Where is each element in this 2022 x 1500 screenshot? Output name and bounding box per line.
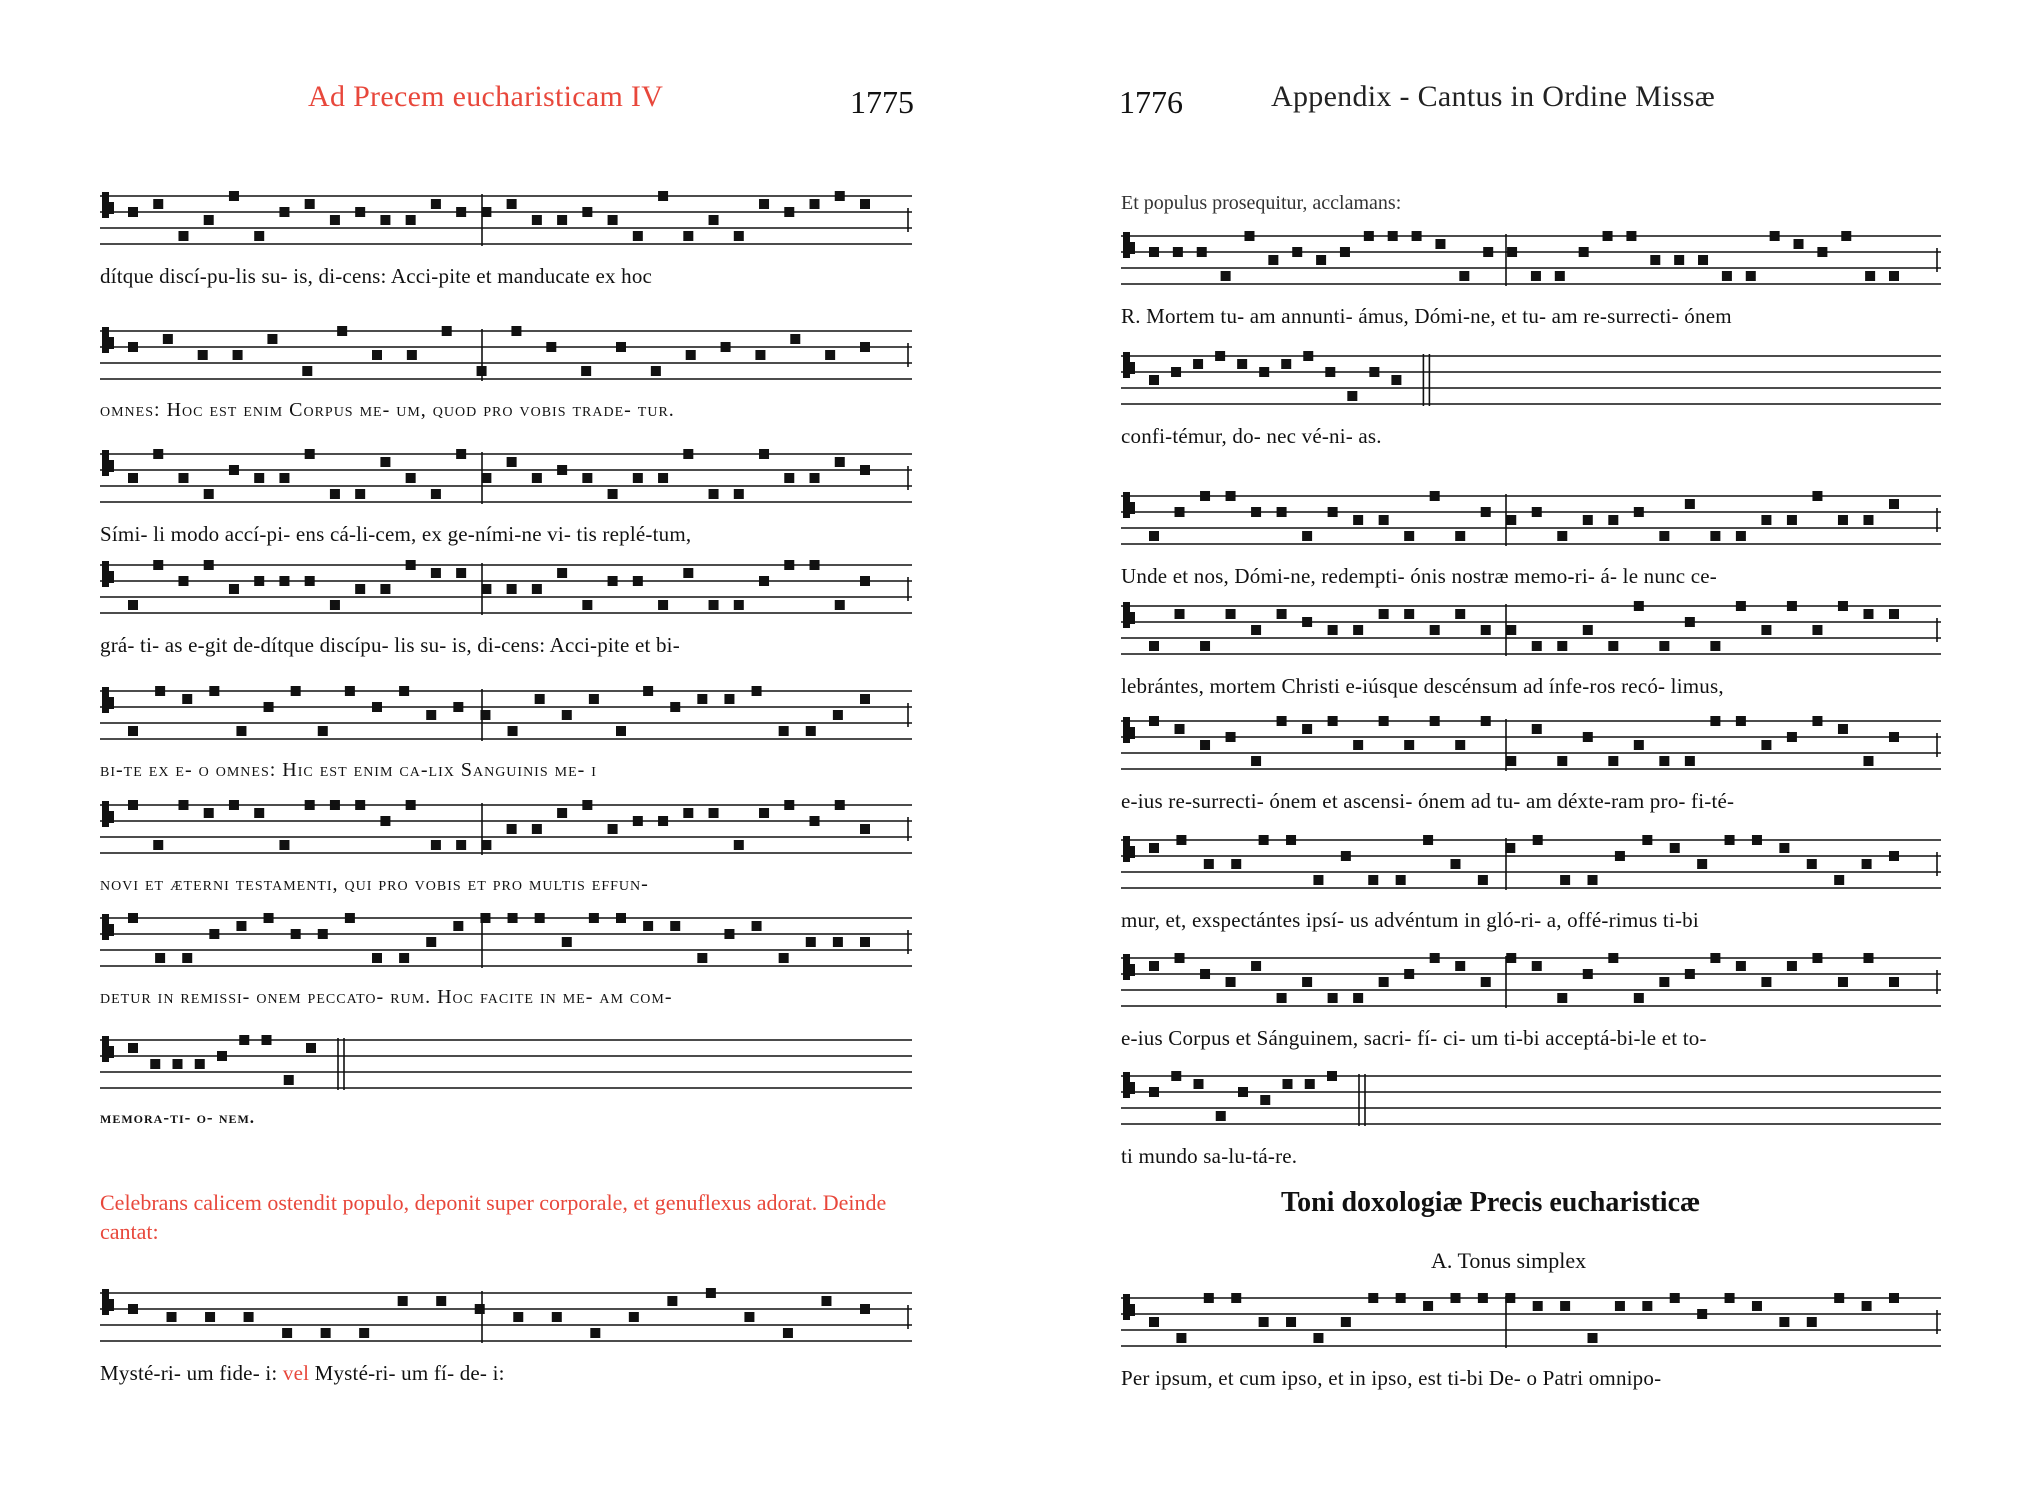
chant-system — [1121, 713, 1941, 814]
staff-lines — [100, 557, 912, 627]
staff-lines — [1121, 598, 1941, 668]
lyric-segment: Mysté-ri- um fide- i: — [100, 1361, 278, 1385]
music-staff — [1121, 348, 1941, 418]
right-page — [1011, 0, 2022, 1500]
lyric-line: ti mundo sa-lu-tá-re. — [1121, 1144, 1298, 1168]
chant-system — [100, 797, 912, 896]
chant-system — [100, 1285, 912, 1386]
chant-system — [1121, 598, 1941, 699]
lyric-line: bi-te ex e- o omnes: Hic est enim ca-lix Sanguinis me- i — [100, 759, 597, 781]
music-staff — [1121, 228, 1941, 298]
lyric-line — [100, 1361, 912, 1386]
section-subheading: A. Tonus simplex — [1431, 1248, 1587, 1273]
page-number: 1775 — [850, 84, 914, 120]
section-heading: Toni doxologiæ Precis eucharisticæ — [1281, 1187, 1701, 1218]
chant-system — [100, 557, 912, 658]
lyric-line: mur, et, exspectántes ipsí- us advéntum in gló-ri- a, offé-rimus ti-bi — [1121, 908, 1699, 932]
chant-system — [1121, 950, 1941, 1051]
staff-lines — [100, 683, 912, 753]
lyric-line: lebrántes, mortem Christi e-iúsque descénsum ad ínfe-ros recó- limus, — [1121, 674, 1724, 698]
lyric-segment: Mysté-ri- um fí- de- i: — [314, 1361, 505, 1385]
music-staff — [1121, 832, 1941, 902]
chant-system — [100, 323, 912, 422]
chant-system — [100, 188, 912, 289]
lyric-line: Sími- li modo accí-pi- ens cá-li-cem, ex ge-ními-ne vi- tis replé-tum, — [100, 522, 692, 546]
lyric-line: detur in remissi- onem peccato- rum. Hoc facite in me- am com- — [100, 986, 673, 1008]
rubric: Celebrans calicem ostendit populo, deponit super corporale, et genuflexus adorat. Deinde cantat: — [100, 1190, 887, 1244]
music-staff — [100, 323, 912, 393]
lyric-line: e-ius re-surrecti- ónem et ascensi- ónem ad tu- am déxte-ram pro- fi-té- — [1121, 789, 1735, 813]
running-title: Appendix - Cantus in Ordine Missæ — [1271, 80, 1716, 113]
staff-lines — [1121, 713, 1941, 783]
music-staff — [100, 1285, 912, 1355]
staff-lines — [1121, 1068, 1941, 1138]
music-staff — [1121, 598, 1941, 668]
chant-system — [1121, 488, 1941, 589]
lyric-line: grá- ti- as e-git de-dítque discípu- lis su- is, di-cens: Acci-pite et bi- — [100, 633, 680, 657]
music-staff — [100, 446, 912, 516]
music-staff — [1121, 1290, 1941, 1360]
music-staff — [100, 557, 912, 627]
music-staff — [1121, 713, 1941, 783]
chant-system — [100, 910, 912, 1009]
music-staff — [100, 1032, 912, 1102]
chant-system — [1121, 1290, 1941, 1391]
lyric-line: e-ius Corpus et Sánguinem, sacri- fí- ci- um ti-bi acceptá-bi-le et to- — [1121, 1026, 1707, 1050]
chant-system — [100, 683, 912, 782]
chant-system — [1121, 1068, 1941, 1169]
running-title: Ad Precem eucharisticam IV — [308, 80, 664, 113]
lyric-line: Per ipsum, et cum ipso, et in ipso, est ti-bi De- o Patri omnipo- — [1121, 1366, 1662, 1390]
music-staff — [1121, 1068, 1941, 1138]
lyric-line: novi et æterni testamenti, qui pro vobis et pro multis effun- — [100, 873, 649, 895]
staff-lines — [100, 323, 912, 393]
chant-system — [1121, 832, 1941, 933]
staff-lines — [100, 797, 912, 867]
alternative-marker: vel — [282, 1361, 310, 1385]
music-staff — [100, 188, 912, 258]
staff-lines — [100, 446, 912, 516]
staff-lines — [100, 1032, 912, 1102]
chant-system — [1121, 228, 1941, 329]
staff-lines — [1121, 228, 1941, 298]
music-staff — [1121, 950, 1941, 1020]
music-staff — [100, 683, 912, 753]
music-staff — [1121, 488, 1941, 558]
staff-lines — [1121, 950, 1941, 1020]
lyric-line: dítque discí-pu-lis su- is, di-cens: Acci-pite et manducate ex hoc — [100, 264, 653, 288]
staff-lines — [100, 1285, 912, 1355]
staff-lines — [100, 910, 912, 980]
music-staff — [100, 797, 912, 867]
lyric-line: Unde et nos, Dómi-ne, redempti- ónis nostræ memo-ri- á- le nunc ce- — [1121, 564, 1717, 588]
page-number: 1776 — [1119, 84, 1183, 120]
staff-lines — [100, 188, 912, 258]
lyric-line: memora-ti- o- nem. — [100, 1108, 256, 1127]
lyric-line: R. Mortem tu- am annunti- ámus, Dómi-ne, et tu- am re-surrecti- ónem — [1121, 304, 1732, 328]
chant-system — [100, 1032, 912, 1128]
staff-lines — [1121, 1290, 1941, 1360]
music-staff — [100, 910, 912, 980]
staff-lines — [1121, 348, 1941, 418]
staff-lines — [1121, 832, 1941, 902]
staff-lines — [1121, 488, 1941, 558]
lyric-line: confi-témur, do- nec vé-ni- as. — [1121, 424, 1382, 448]
chant-system — [1121, 348, 1941, 449]
lyric-line: omnes: Hoc est enim Corpus me- um, quod pro vobis trade- tur. — [100, 399, 675, 421]
rubric: Et populus prosequitur, acclamans: — [1121, 192, 1402, 214]
chant-system — [100, 446, 912, 547]
